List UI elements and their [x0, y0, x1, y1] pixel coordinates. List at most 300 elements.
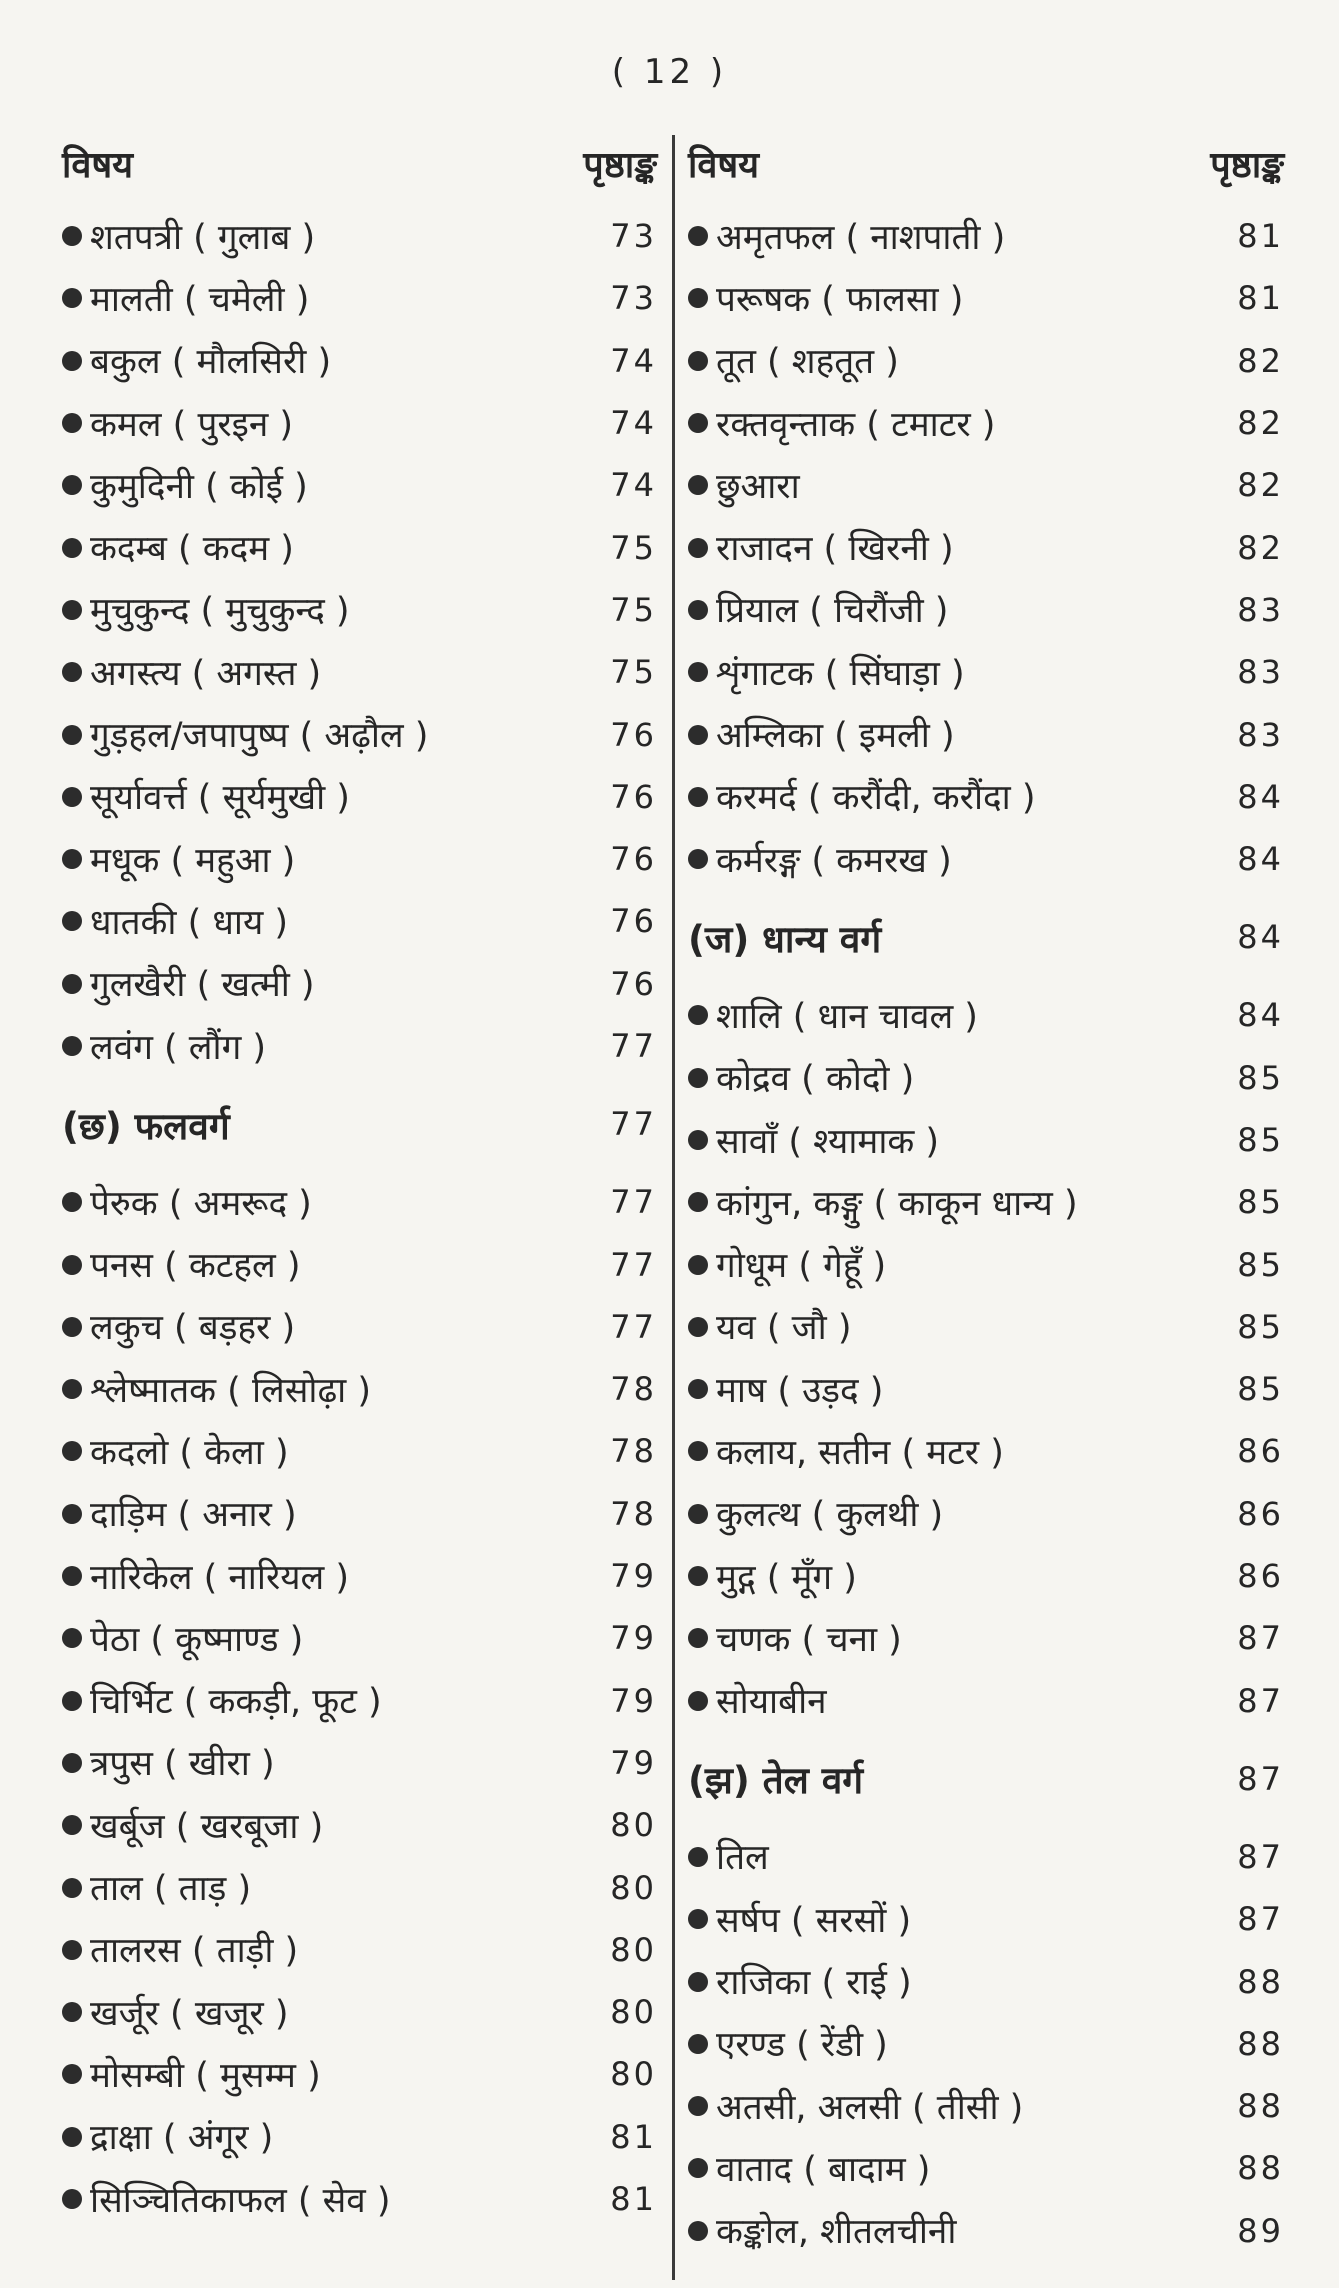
- list-item-page-number: 75: [610, 653, 657, 692]
- list-item-label-group: [62, 1615, 303, 1662]
- bullet-icon: [688, 288, 708, 308]
- list-item-page-number: 73: [610, 279, 657, 318]
- list-item-text: कलाय, सतीन ( मटर ): [716, 1432, 1004, 1473]
- list-item-text: खर्जूर ( खजूर ): [90, 1993, 289, 2034]
- list-item-text: बकुल ( मौलसिरी ): [90, 342, 332, 383]
- list-item-label-group: [62, 1802, 323, 1849]
- list-item-label-group: [62, 1490, 297, 1537]
- list-item: [688, 2013, 1284, 2075]
- list-item-text: चणक ( चना ): [716, 1619, 902, 1660]
- list-item-page-number: 88: [1237, 2087, 1284, 2126]
- bullet-icon: [62, 2189, 82, 2209]
- list-item-text: तिल: [716, 1838, 769, 1879]
- list-item-page-number: 79: [610, 1743, 657, 1782]
- bullet-icon: [62, 288, 82, 308]
- bullet-icon: [62, 1691, 82, 1711]
- list-item: [688, 766, 1284, 828]
- list-item-text: गुड़हल/जपापुष्प ( अढ़ौल ): [90, 716, 429, 757]
- list-item-label-group: [688, 1958, 912, 2005]
- list-item-label-group: [62, 337, 331, 384]
- list-item: [62, 205, 657, 267]
- list-item-text: रक्तवृन्ताक ( टमाटर ): [716, 404, 996, 445]
- list-item-label-group: [688, 275, 963, 322]
- list-item: [62, 1919, 657, 1981]
- list-item-page-number: 75: [610, 590, 657, 629]
- list-item-label-group: [688, 462, 800, 509]
- list-item-text: खर्बूज ( खरबूजा ): [90, 1806, 324, 1847]
- list-item-label-group: [62, 898, 288, 945]
- list-item-text: मालती ( चमेली ): [90, 279, 310, 320]
- list-item-page-number: 74: [610, 341, 657, 380]
- section-heading: [62, 1077, 657, 1171]
- list-item: [688, 1047, 1284, 1109]
- bullet-icon: [688, 1379, 708, 1399]
- bullet-icon: [62, 1753, 82, 1773]
- left-column: [62, 135, 657, 2230]
- list-item: [688, 1670, 1284, 1732]
- bullet-icon: [62, 787, 82, 807]
- list-item-page-number: 85: [1237, 1058, 1284, 1097]
- bullet-icon: [62, 2127, 82, 2147]
- list-item-text: द्राक्षा ( अंगूर ): [90, 2118, 274, 2159]
- list-item-page-number: 76: [610, 715, 657, 754]
- list-item-page-number: 84: [1237, 777, 1284, 816]
- list-item-label-group: [688, 213, 1005, 260]
- list-item-page-number: 82: [1237, 341, 1284, 380]
- bullet-icon: [688, 1441, 708, 1461]
- list-item-label-group: [62, 1739, 275, 1786]
- list-item-text: कदलो ( केला ): [90, 1432, 289, 1473]
- list-item-page-number: 77: [610, 1183, 657, 1222]
- bullet-icon: [62, 1815, 82, 1835]
- section-page-number: 84: [1237, 918, 1284, 957]
- list-item-page-number: 78: [610, 1494, 657, 1533]
- list-item-label-group: [62, 586, 350, 633]
- list-item: [62, 828, 657, 890]
- list-item-label-group: [688, 773, 1035, 820]
- list-item-text: राजिका ( राई ): [716, 1963, 912, 2004]
- bullet-icon: [62, 2064, 82, 2084]
- left-entries: [62, 205, 657, 2230]
- list-item-label-group: [688, 1054, 914, 1101]
- list-item-text: शतपत्री ( गुलाब ): [90, 217, 316, 258]
- bullet-icon: [688, 600, 708, 620]
- list-item-text: सोयाबीन: [716, 1682, 827, 1723]
- list-item-text: नारिकेल ( नारियल ): [90, 1557, 350, 1598]
- list-item-page-number: 88: [1237, 2149, 1284, 2188]
- list-item-text: प्रियाल ( चिरौंजी ): [716, 591, 949, 632]
- bullet-icon: [688, 849, 708, 869]
- list-item-page-number: 86: [1237, 1557, 1284, 1596]
- list-item: [62, 1483, 657, 1545]
- bullet-icon: [688, 538, 708, 558]
- bullet-icon: [688, 226, 708, 246]
- list-item: [62, 953, 657, 1015]
- list-item-label-group: [688, 1428, 1004, 1475]
- list-item-label-group: [688, 1896, 911, 1943]
- list-item-label-group: [62, 1677, 382, 1724]
- section-title: (ज) धान्य वर्ग: [688, 917, 882, 961]
- bullet-icon: [62, 1317, 82, 1337]
- list-item-label-group: [62, 649, 321, 696]
- list-item-page-number: 85: [1237, 1245, 1284, 1284]
- list-item-label-group: [62, 1864, 251, 1911]
- list-item-page-number: 76: [610, 777, 657, 816]
- list-item-page-number: 77: [610, 1307, 657, 1346]
- list-item-label-group: [688, 1179, 1078, 1226]
- bullet-icon: [688, 1972, 708, 1992]
- bullet-icon: [62, 226, 82, 246]
- bullet-icon: [62, 1878, 82, 1898]
- list-item-text: तालरस ( ताड़ी ): [90, 1931, 299, 1972]
- list-item-label-group: [62, 960, 315, 1007]
- list-item-label-group: [688, 2083, 1023, 2130]
- list-item-text: शालि ( धान चावल ): [716, 996, 978, 1037]
- list-item-label-group: [688, 1490, 943, 1537]
- list-item-text: अम्लिका ( इमली ): [716, 716, 955, 757]
- list-item-page-number: 82: [1237, 528, 1284, 567]
- list-item-text: श्लेष्मातक ( लिसोढ़ा ): [90, 1370, 372, 1411]
- list-item-label-group: [688, 649, 965, 696]
- bullet-icon: [688, 662, 708, 682]
- bullet-icon: [688, 2096, 708, 2116]
- list-item-page-number: 83: [1237, 653, 1284, 692]
- bullet-icon: [688, 2221, 708, 2241]
- list-item-label-group: [62, 1428, 289, 1475]
- list-item: [62, 890, 657, 952]
- section-title: (छ) फलवर्ग: [62, 1104, 230, 1148]
- list-item-text: अतसी, अलसी ( तीसी ): [716, 2087, 1024, 2128]
- list-item: [62, 330, 657, 392]
- bullet-icon: [688, 351, 708, 371]
- bullet-icon: [62, 1441, 82, 1461]
- list-item-label-group: [688, 1615, 902, 1662]
- list-item: [62, 579, 657, 641]
- list-item-page-number: 85: [1237, 1183, 1284, 1222]
- list-item-text: गुलखैरी ( खत्मी ): [90, 965, 315, 1006]
- bullet-icon: [62, 1504, 82, 1524]
- list-item: [62, 766, 657, 828]
- list-item-label-group: [688, 1241, 886, 1288]
- bullet-icon: [688, 1691, 708, 1711]
- subject-heading: विषय: [688, 144, 760, 186]
- list-item-text: कुमुदिनी ( कोई ): [90, 466, 308, 507]
- list-item-page-number: 78: [610, 1432, 657, 1471]
- list-item-text: मुद्ग ( मूँग ): [716, 1557, 857, 1598]
- list-item-text: पनस ( कटहल ): [90, 1246, 301, 1287]
- list-item-page-number: 77: [610, 1245, 657, 1284]
- list-item: [62, 1358, 657, 1420]
- list-item-page-number: 80: [610, 1930, 657, 1969]
- list-item-page-number: 74: [610, 404, 657, 443]
- page-number: ( 12 ): [611, 52, 728, 92]
- list-item: [688, 1545, 1284, 1607]
- list-item-page-number: 73: [610, 217, 657, 256]
- list-item-text: लकुच ( बड़हर ): [90, 1308, 296, 1349]
- bullet-icon: [688, 725, 708, 745]
- list-item-text: कदम्ब ( कदम ): [90, 529, 294, 570]
- list-item-label-group: [62, 524, 294, 571]
- list-item-text: दाड़िम ( अनार ): [90, 1495, 297, 1536]
- list-item-label-group: [62, 462, 308, 509]
- bullet-icon: [62, 1379, 82, 1399]
- bullet-icon: [62, 974, 82, 994]
- list-item: [688, 2200, 1284, 2262]
- list-item: [688, 1420, 1284, 1482]
- bullet-icon: [62, 413, 82, 433]
- bullet-icon: [62, 1628, 82, 1648]
- list-item: [62, 1732, 657, 1794]
- list-item-label-group: [688, 1553, 857, 1600]
- list-item-label-group: [688, 2207, 956, 2254]
- list-item-label-group: [62, 1926, 298, 1973]
- list-item-text: ताल ( ताड़ ): [90, 1869, 252, 1910]
- bullet-icon: [688, 1130, 708, 1150]
- list-item: [62, 516, 657, 578]
- list-item-page-number: 79: [610, 1681, 657, 1720]
- list-item: [688, 1109, 1284, 1171]
- list-item-page-number: 86: [1237, 1494, 1284, 1533]
- list-item-text: वाताद ( बादाम ): [716, 2149, 931, 2190]
- bullet-icon: [62, 1940, 82, 1960]
- list-item-page-number: 77: [610, 1027, 657, 1065]
- right-entries: [688, 205, 1284, 2262]
- list-item-label-group: [62, 275, 309, 322]
- list-item-label-group: [62, 2176, 391, 2223]
- subject-heading: विषय: [62, 144, 134, 186]
- list-item: [62, 1607, 657, 1669]
- list-item-label-group: [688, 1677, 827, 1724]
- list-item-text: परूषक ( फालसा ): [716, 279, 964, 320]
- list-item: [688, 641, 1284, 703]
- bullet-icon: [688, 475, 708, 495]
- list-item-text: लवंग ( लौंग ): [90, 1027, 267, 1068]
- list-item: [688, 1171, 1284, 1233]
- list-item-page-number: 80: [610, 1993, 657, 2032]
- right-column: [688, 135, 1284, 2262]
- list-item-text: मोसम्बी ( मुसम्म ): [90, 2055, 321, 2096]
- list-item: [62, 703, 657, 765]
- bullet-icon: [688, 1504, 708, 1524]
- list-item: [688, 579, 1284, 641]
- section-page-number: 77: [610, 1105, 657, 1144]
- list-item-text: सिञ्चितिकाफल ( सेव ): [90, 2180, 391, 2221]
- list-item: [688, 1950, 1284, 2012]
- list-item: [688, 1296, 1284, 1358]
- list-item-page-number: 87: [1237, 1619, 1284, 1658]
- list-item-page-number: 87: [1237, 1681, 1284, 1720]
- list-item-label-group: [62, 1023, 266, 1070]
- list-item: [62, 392, 657, 454]
- list-item-label-group: [62, 213, 315, 260]
- list-item-page-number: 74: [610, 466, 657, 505]
- bullet-icon: [62, 1255, 82, 1275]
- bullet-icon: [688, 2158, 708, 2178]
- list-item-page-number: 89: [1237, 2211, 1284, 2250]
- bullet-icon: [688, 413, 708, 433]
- bullet-icon: [688, 787, 708, 807]
- list-item-text: छुआरा: [716, 466, 800, 507]
- bullet-icon: [688, 1909, 708, 1929]
- section-heading: [688, 890, 1284, 984]
- list-item-label-group: [62, 1303, 295, 1350]
- list-item: [62, 641, 657, 703]
- column-divider: [672, 135, 675, 2280]
- list-item-text: माष ( उड़द ): [716, 1370, 884, 1411]
- list-item: [688, 392, 1284, 454]
- list-item-text: सावाँ ( श्यामाक ): [716, 1121, 940, 1162]
- list-item-label-group: [62, 1366, 371, 1413]
- list-item-text: सर्षप ( सरसों ): [716, 1900, 912, 1941]
- list-item: [688, 828, 1284, 890]
- list-item-page-number: 81: [1237, 279, 1284, 318]
- list-item-label-group: [688, 586, 948, 633]
- bullet-icon: [62, 538, 82, 558]
- list-item-text: करमर्द ( करौंदी, करौंदा ): [716, 778, 1036, 819]
- list-item: [688, 1888, 1284, 1950]
- bullet-icon: [62, 1192, 82, 1212]
- bullet-icon: [688, 1317, 708, 1337]
- list-item: [688, 1233, 1284, 1295]
- list-item-page-number: 81: [1237, 217, 1284, 256]
- list-item-page-number: 76: [610, 964, 657, 1003]
- page-heading: पृष्ठाङ्क: [1210, 144, 1284, 186]
- list-item-text: पेठा ( कूष्माण्ड ): [90, 1619, 304, 1660]
- list-item-label-group: [62, 1989, 289, 2036]
- list-item-label-group: [688, 2145, 930, 2192]
- list-item-text: एरण्ड ( रेंडी ): [716, 2025, 888, 2066]
- list-item-page-number: 82: [1237, 466, 1284, 505]
- list-item-page-number: 83: [1237, 590, 1284, 629]
- section-page-number: 87: [1237, 1759, 1284, 1798]
- section-title: (झ) तेल वर्ग: [688, 1759, 864, 1803]
- list-item-text: कोद्रव ( कोदो ): [716, 1059, 915, 1100]
- list-item-label-group: [688, 337, 899, 384]
- list-item: [688, 984, 1284, 1046]
- list-item: [62, 2168, 657, 2230]
- list-item-page-number: 87: [1237, 1837, 1284, 1876]
- bullet-icon: [688, 1255, 708, 1275]
- list-item-page-number: 85: [1237, 1370, 1284, 1409]
- bullet-icon: [688, 1847, 708, 1867]
- bullet-icon: [62, 1566, 82, 1586]
- list-item-page-number: 81: [610, 2180, 657, 2219]
- list-item-label-group: [688, 524, 954, 571]
- list-item: [62, 454, 657, 516]
- list-item-label-group: [62, 1241, 301, 1288]
- list-item-label-group: [62, 400, 293, 447]
- list-item-label-group: [688, 2020, 888, 2067]
- list-item: [62, 1015, 657, 1077]
- list-item-page-number: 76: [610, 840, 657, 879]
- bullet-icon: [62, 849, 82, 869]
- list-item: [62, 267, 657, 329]
- bullet-icon: [62, 475, 82, 495]
- list-item: [688, 330, 1284, 392]
- bullet-icon: [62, 911, 82, 931]
- list-item-label-group: [688, 711, 955, 758]
- list-item-text: त्रपुस ( खीरा ): [90, 1744, 275, 1785]
- bullet-icon: [62, 662, 82, 682]
- list-item-label-group: [62, 1179, 312, 1226]
- list-item-page-number: 75: [610, 528, 657, 567]
- bullet-icon: [62, 725, 82, 745]
- list-item: [62, 1233, 657, 1295]
- list-item-label-group: [62, 2051, 321, 2098]
- list-item-text: शृंगाटक ( सिंघाड़ा ): [716, 653, 965, 694]
- list-item-text: गोधूम ( गेहूँ ): [716, 1246, 887, 1287]
- list-item: [62, 1794, 657, 1856]
- list-item-page-number: 82: [1237, 404, 1284, 443]
- bullet-icon: [688, 1628, 708, 1648]
- list-item-text: कङ्कोल, शीतलचीनी: [716, 2212, 957, 2253]
- list-item-label-group: [688, 1366, 883, 1413]
- list-item: [62, 1545, 657, 1607]
- list-item-page-number: 81: [610, 2117, 657, 2156]
- list-item-page-number: 84: [1237, 840, 1284, 879]
- list-item-label-group: [688, 1303, 851, 1350]
- list-item-text: मधूक ( महुआ ): [90, 840, 296, 881]
- list-item-label-group: [62, 1553, 349, 1600]
- bullet-icon: [688, 1566, 708, 1586]
- list-item: [688, 267, 1284, 329]
- list-item-text: धातकी ( धाय ): [90, 902, 289, 943]
- list-item-page-number: 84: [1237, 996, 1284, 1035]
- list-item-text: मुचुकुन्द ( मुचुकुन्द ): [90, 591, 350, 632]
- list-item-label-group: [62, 711, 428, 758]
- list-item-label-group: [62, 773, 350, 820]
- list-item-text: कमल ( पुरइन ): [90, 404, 294, 445]
- list-item: [688, 1358, 1284, 1420]
- list-item-label-group: [688, 992, 978, 1039]
- list-item-label-group: [688, 400, 995, 447]
- page-heading: पृष्ठाङ्क: [583, 144, 657, 186]
- list-item-text: चिर्भिट ( ककड़ी, फूट ): [90, 1682, 382, 1723]
- list-item-page-number: 88: [1237, 2024, 1284, 2063]
- list-item-label-group: [62, 836, 295, 883]
- list-item-page-number: 80: [610, 1868, 657, 1907]
- list-item: [688, 454, 1284, 516]
- list-item-label-group: [688, 836, 952, 883]
- list-item-text: कांगुन, कङ्गु ( काकून धान्य ): [716, 1183, 1078, 1224]
- list-item: [62, 2043, 657, 2105]
- list-item-page-number: 79: [610, 1557, 657, 1596]
- list-item: [62, 2106, 657, 2168]
- list-item: [62, 1670, 657, 1732]
- list-item: [688, 1607, 1284, 1669]
- bullet-icon: [688, 1192, 708, 1212]
- section-heading: [688, 1732, 1284, 1826]
- list-item-text: पेरुक ( अमरूद ): [90, 1183, 312, 1224]
- list-item-text: कुलत्थ ( कुलथी ): [716, 1495, 944, 1536]
- list-item-label-group: [62, 2113, 273, 2160]
- list-item: [688, 1826, 1284, 1888]
- bullet-icon: [688, 1005, 708, 1025]
- list-item-text: सूर्यावर्त्त ( सूर्यमुखी ): [90, 778, 350, 819]
- list-item-page-number: 76: [610, 902, 657, 941]
- list-item: [62, 1420, 657, 1482]
- bullet-icon: [62, 351, 82, 371]
- bullet-icon: [688, 1068, 708, 1088]
- list-item-page-number: 87: [1237, 1900, 1284, 1939]
- left-column-header: [62, 135, 657, 191]
- list-item-page-number: 78: [610, 1370, 657, 1409]
- list-item-page-number: 85: [1237, 1307, 1284, 1346]
- list-item: [688, 703, 1284, 765]
- list-item-text: अमृतफल ( नाशपाती ): [716, 217, 1006, 258]
- bullet-icon: [62, 600, 82, 620]
- list-item-text: तूत ( शहतूत ): [716, 342, 899, 383]
